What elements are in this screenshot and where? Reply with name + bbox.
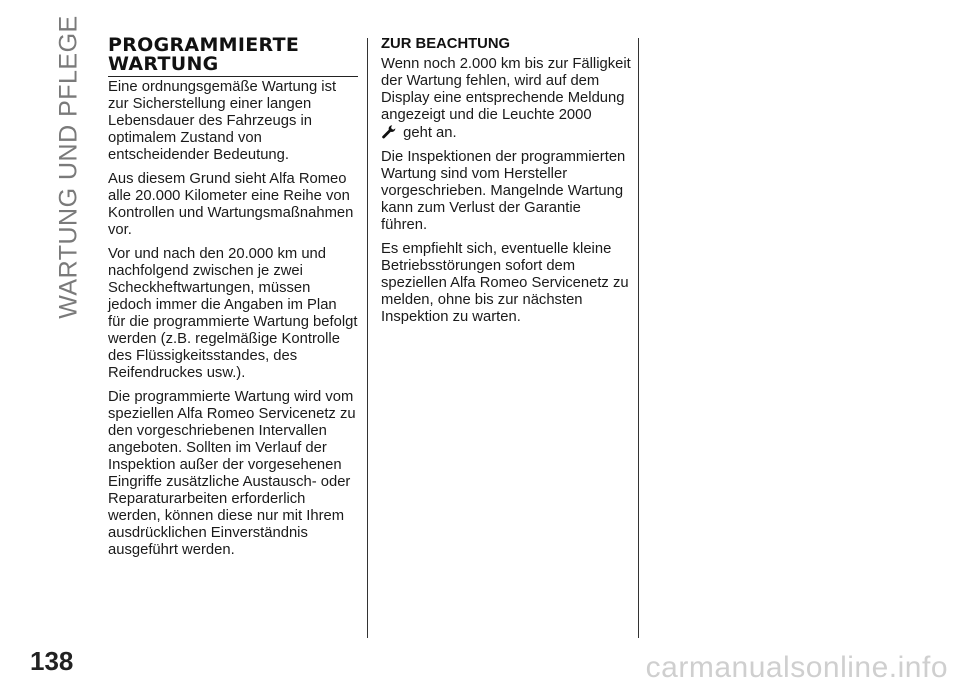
column-divider-right <box>638 38 639 638</box>
paragraph-text: Wenn noch 2.000 km bis zur Fälligkeit der Wartung fehlen, wird auf dem Display eine entsprechende Meldung angezeigt und die Leuchte 2000 <box>381 56 631 123</box>
page-number: 138 <box>30 646 74 676</box>
section-title-line2: WARTUNG <box>108 53 219 75</box>
left-column <box>108 36 358 566</box>
paragraph: Die Inspektionen der programmierten Wartung sind vom Hersteller vorgeschrieben. Mangelnde Wartung kann zum Verlust der Garantie führen. <box>381 149 626 233</box>
section-title-line1: PROGRAMMIERTE <box>108 34 300 56</box>
paragraph: Eine ordnungsgemäße Wartung ist zur Sicherstellung einer langen Lebensdauer des Fahrzeugs in optimalem Zustand von entscheidender Bedeutung. <box>108 79 337 163</box>
chapter-tab <box>52 15 86 319</box>
note-title: ZUR BEACHTUNG <box>381 36 511 52</box>
column-divider-left <box>367 38 368 638</box>
right-column <box>381 36 631 333</box>
section-title <box>108 36 358 77</box>
paragraph: Es empfiehlt sich, eventuelle kleine Betriebsstörungen sofort dem speziellen Alfa Romeo Servicenetz zu melden, ohne bis zur nächsten Inspektion zu warten. <box>381 241 629 325</box>
wrench-icon <box>381 124 397 140</box>
watermark-text: carmanualsonline.info <box>645 651 948 684</box>
paragraph: Die programmierte Wartung wird vom speziellen Alfa Romeo Servicenetz zu den vorgeschriebenen Intervallen angeboten. Sollten im Verlauf der Inspektion außer der vorgesehenen Eingriffe zusätzliche Austausch- oder Reparaturarbeiten erforderlich werden, können diese nur mit Ihrem ausdrücklichen Einverständnis ausgeführt werden. <box>108 389 356 558</box>
paragraph: Aus diesem Grund sieht Alfa Romeo alle 20.000 Kilometer eine Reihe von Kontrollen und Wartungsmaßnahmen vor. <box>108 171 354 238</box>
paragraph: Vor und nach den 20.000 km und nachfolgend zwischen je zwei Scheckheftwartungen, müssen jedoch immer die Angaben im Plan für die programmierte Wartung befolgt werden (z.B. regelmäßige Kontrolle des Flüssigkeitsstandes, des Reifendruckes usw.). <box>108 246 358 381</box>
chapter-title: WARTUNG UND PFLEGE <box>54 15 83 319</box>
paragraph-warning-light <box>381 56 631 142</box>
paragraph-tail: geht an. <box>403 125 457 141</box>
